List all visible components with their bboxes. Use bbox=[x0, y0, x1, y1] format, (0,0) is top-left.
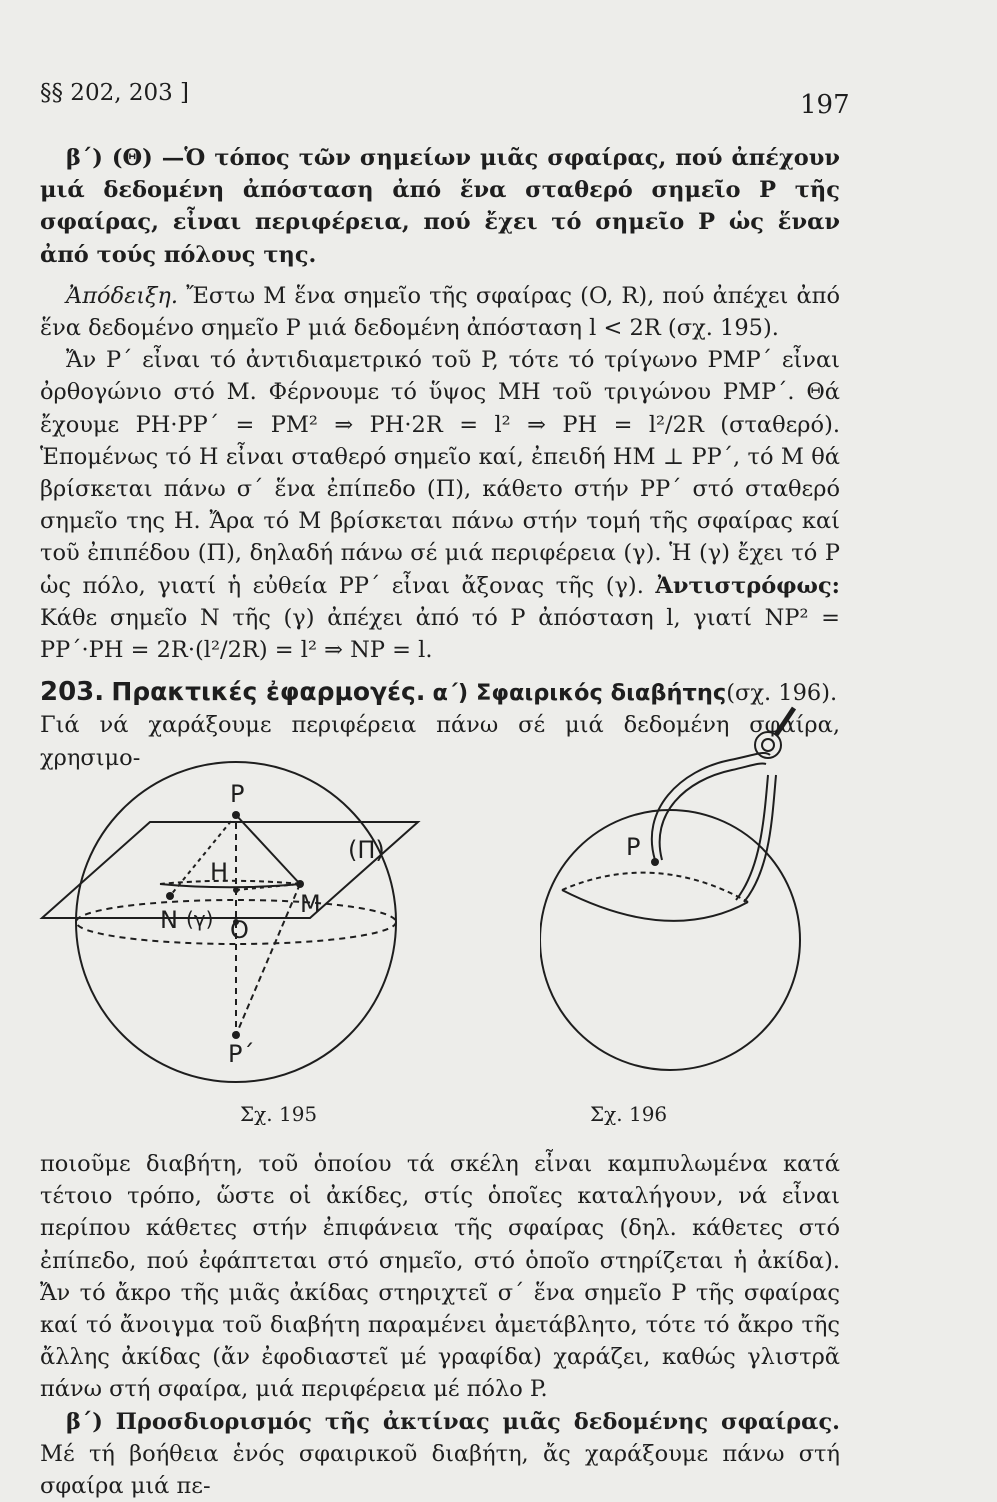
theorem-label: β΄) (Θ) — bbox=[66, 145, 185, 171]
segment-pm bbox=[236, 815, 300, 884]
section-title: Πρακτικές ἐφαρμογές. bbox=[111, 677, 426, 707]
proof-paragraph-2 bbox=[40, 344, 840, 666]
sphere bbox=[540, 810, 800, 1070]
label-plane: (Π) bbox=[348, 836, 385, 864]
theorem-statement bbox=[40, 142, 840, 271]
proof-label: Ἀπόδειξη. bbox=[66, 282, 179, 309]
converse-label: Ἀντιστρόφως: bbox=[655, 572, 840, 599]
page-number: 197 bbox=[800, 90, 850, 120]
circle-gamma-back bbox=[160, 881, 300, 884]
section-203-text-before: Γιά νά χαράξουμε περιφέρεια πάνω σέ μιά δεδομένη σφαίρα, χρησιμο- bbox=[40, 712, 840, 771]
proof-text-1: Ἔστω M ἕνα σημεῖο τῆς σφαίρας (O, R), πού ἀπέχει ἀπό ἕνα δεδομένο σημεῖο P μιά δεδομένη ἀπόσταση l < 2R (σχ. 195). bbox=[40, 282, 841, 342]
figure-195 bbox=[0, 690, 520, 1110]
compass-leg-right-inner bbox=[736, 775, 768, 900]
point-n bbox=[166, 892, 174, 900]
converse-text: Κάθε σημεῖο N τῆς (γ) ἀπέχει ἀπό τό P ἀπόσταση l, γιατί NP² = PP΄·PH = 2R·(l²/2R) = l² ⇒ NP = l. bbox=[40, 604, 840, 664]
subsection-b-text: Μέ τή βοήθεια ἑνός σφαιρικοῦ διαβήτη, ἄς χαράξουμε πάνω στή σφαίρα μιά πε- bbox=[40, 1440, 840, 1500]
label-m: M bbox=[300, 890, 321, 918]
subsection-a-ref: (σχ. 196). bbox=[726, 680, 838, 707]
figure-196 bbox=[540, 690, 880, 1110]
proof-text-2: Ἄν P΄ εἶναι τό ἀντιδιαμετρικό τοῦ P, τότε τό τρίγωνο PMP΄ εἶναι ὀρθογώνιο στό M. Φέρνουμε τό ὕψος MH τοῦ τριγώνου PMP΄. Θά ἔχουμε PH·PP΄ = PM² ⇒ PH·2R = l² ⇒ PH = l²/2R (σταθερό). Ἑπομένως τό H εἶναι σταθερό σημεῖο καί, ἐπειδή HM ⊥ PP΄, τό M θά βρίσκεται πάνω σ΄ ἕνα ἐπίπεδο (Π), κάθετο στήν PP΄ στό σταθερό σημεῖο της H. Ἄρα τό M βρίσκεται πάνω στήν τομή τῆς σφαίρας καί τοῦ ἐπιπέδου (Π), δηλαδή πάνω σέ μιά περιφέρεια (γ). Ἡ (γ) ἔχει τό P ὡς πόλο, γιατί ἡ εὐθεία PP΄ εἶναι ἄξονας τῆς (γ). bbox=[40, 347, 840, 599]
section-number: 203. bbox=[40, 677, 105, 708]
point-m bbox=[296, 880, 304, 888]
compass-leg-left bbox=[652, 753, 770, 860]
caption-figure-196: Σχ. 196 bbox=[590, 1102, 668, 1126]
compass-tip-p bbox=[651, 858, 659, 866]
theorem-proof-block bbox=[40, 142, 840, 774]
label-p: P bbox=[230, 780, 245, 808]
figures-area bbox=[0, 690, 997, 1130]
circle-back bbox=[562, 873, 748, 902]
proof-paragraph-1 bbox=[40, 280, 840, 344]
subsection-b-label: β΄) Προσδιορισμός τῆς ἀκτίνας μιᾶς δεδομένης σφαίρας. bbox=[66, 1408, 840, 1435]
segment-mp-prime bbox=[236, 884, 300, 1035]
point-p-prime bbox=[232, 1031, 240, 1039]
theorem-text: Ὁ τόπος τῶν σημείων μιᾶς σφαίρας, πού ἀπέχουν μιά δεδομένη ἀπόσταση ἀπό ἕνα σταθερό σημεῖο P τῆς σφαίρας, εἶναι περιφέρεια, πού ἔχει τό σημεῖο P ὡς ἕναν ἀπό τούς πόλους της. bbox=[40, 145, 840, 268]
point-p bbox=[232, 811, 240, 819]
label-h: H bbox=[210, 858, 229, 886]
compass-handle bbox=[776, 708, 794, 735]
label-p-prime: P΄ bbox=[228, 1040, 255, 1068]
continuation-block bbox=[40, 1148, 840, 1502]
label-o: O bbox=[230, 916, 249, 944]
caption-figure-195: Σχ. 195 bbox=[240, 1102, 318, 1126]
running-header-sections: §§ 202, 203 ] bbox=[40, 80, 190, 106]
point-h bbox=[233, 887, 239, 893]
compass-leg-left-inner bbox=[660, 763, 766, 860]
subsection-a-label: α΄) Σφαιρικός διαβήτης bbox=[432, 680, 727, 707]
label-gamma: (γ) bbox=[186, 907, 214, 931]
label-n: N bbox=[160, 906, 178, 934]
circle-front bbox=[562, 890, 748, 921]
compass-hinge-inner bbox=[762, 739, 774, 751]
subsection-b bbox=[40, 1406, 840, 1502]
section-203-text-after: ποιοῦμε διαβήτη, τοῦ ὁποίου τά σκέλη εἶναι καμπυλωμένα κατά τέτοιο τρόπο, ὥστε οἱ ἀκίδες, στίς ὁποῖες καταλήγουν, νά εἶναι περίπου κάθετες στήν ἐπιφάνεια τῆς σφαίρας (δηλ. κάθετες στό ἐπίπεδο, πού ἐφάπτεται στό σημεῖο, στό ὁποῖο στηρίζεται ἡ ἀκίδα). Ἄν τό ἄκρο τῆς μιᾶς ἀκίδας στηριχτεῖ σ΄ ἕνα σημεῖο P τῆς σφαίρας καί τό ἄνοιγμα τοῦ διαβήτη παραμένει ἀμετάβλητο, τότε τό ἄκρο τῆς ἄλλης ἀκίδας (ἄν ἐφοδιαστεῖ μέ γραφίδα) χαράζει, καθώς γλιστρᾶ πάνω στή σφαίρα, μιά περιφέρεια μέ πόλο P. bbox=[40, 1151, 840, 1403]
label-p: P bbox=[626, 833, 641, 861]
